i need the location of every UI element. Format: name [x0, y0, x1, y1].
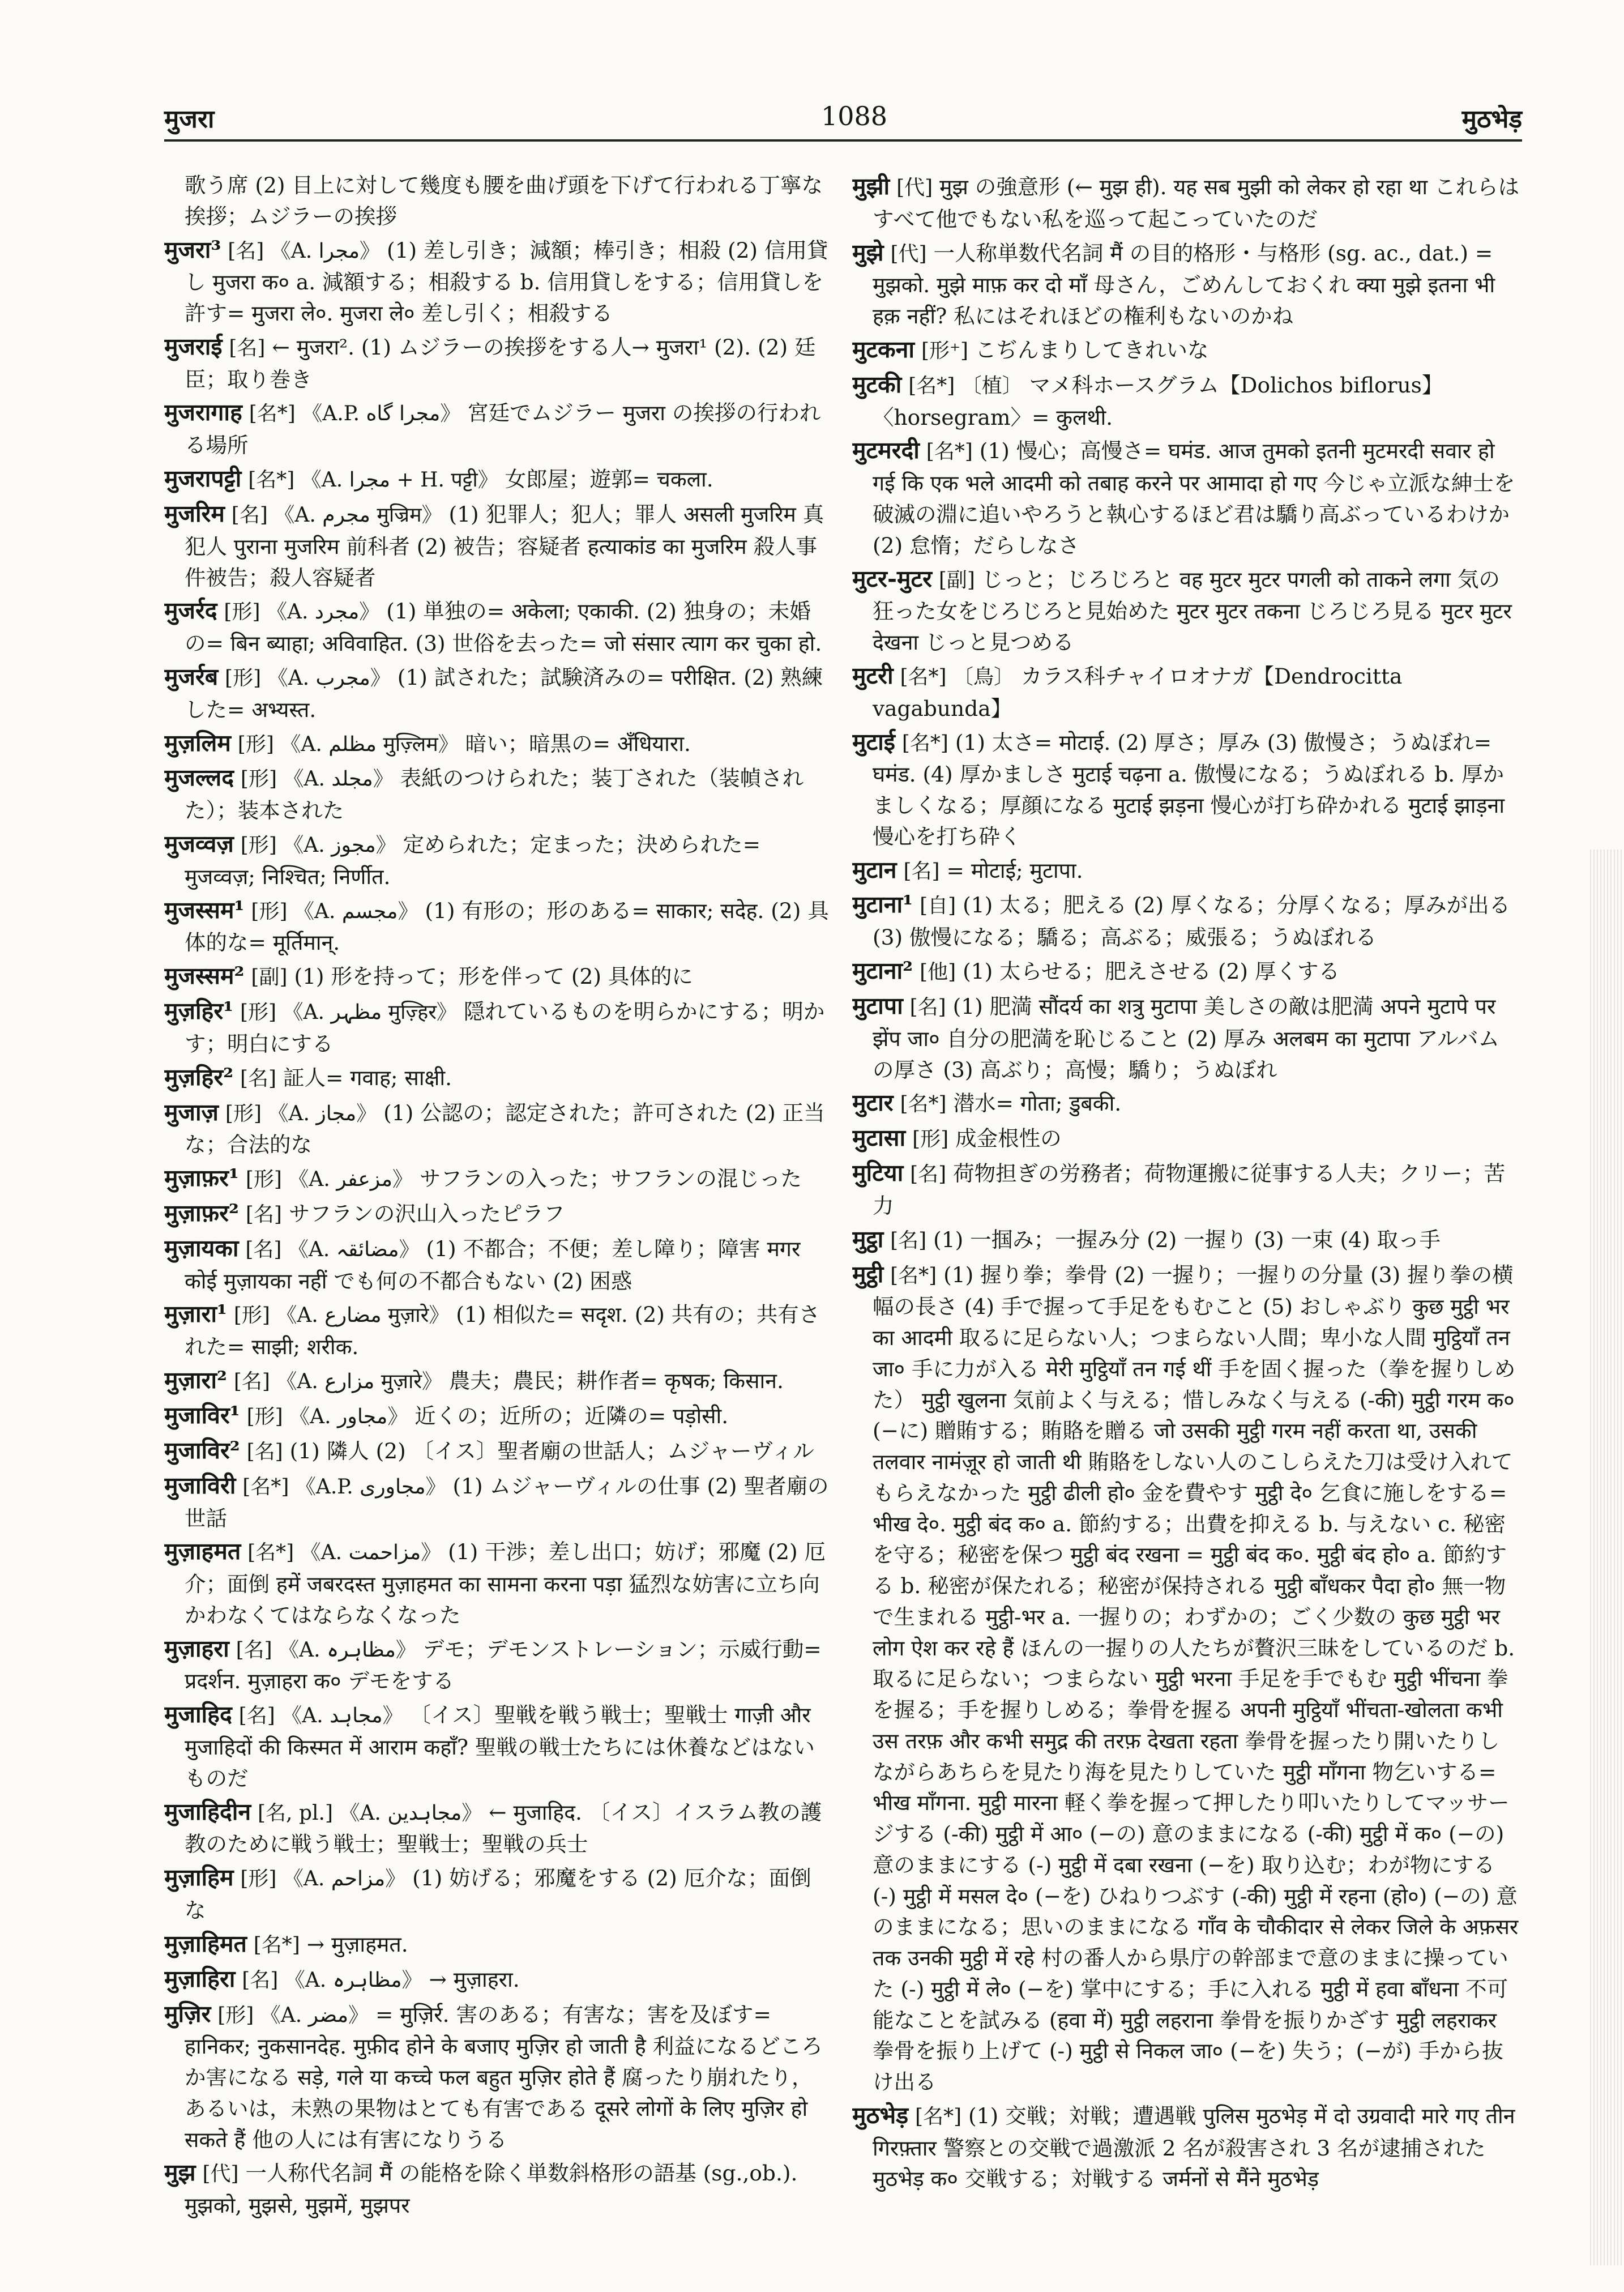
definition: 〔イス〕聖戦を戦う戦士；聖戦士 गाज़ी और मुजाहिदों की किस्मत में आराम कहाँ? 聖戦の戦士たちには休養などはないものだ: [185, 1702, 815, 1791]
headword: मुटकी: [852, 370, 902, 398]
definition: サフランの入った；サフランの混じった: [419, 1166, 802, 1192]
grammar-label: [形] 《A. مجسم》: [251, 899, 418, 923]
dictionary-entry: [164, 1096, 830, 1161]
definition: ← मुजरा². (1) ムジラーの挨拶をする人→ मुजरा¹ (2). (2) 廷臣；取り巻き: [185, 334, 816, 392]
grammar-label: [名] 《A. مظاہرہ》: [236, 1638, 416, 1662]
headword: मुजरा³: [164, 236, 221, 263]
dictionary-entry: [164, 995, 830, 1060]
headword: मुठभेड़: [852, 2101, 909, 2129]
grammar-label: [形] 《A. مجوز》: [240, 833, 396, 857]
left-column: [164, 170, 830, 2265]
definition: (1) 妨げる；邪魔をする (2) 厄介な；面倒な: [185, 1866, 811, 1923]
dictionary-entry: [164, 1795, 830, 1860]
definition: 農夫；農民；耕作者= कृषक; किसान.: [448, 1368, 784, 1394]
definition: 歌う席 (2) 目上に対して幾度も腰を曲げ頭を下げて行われる丁寧な挨拶；ムジラーの挨拶: [185, 173, 823, 229]
grammar-label: [名] 《A. مجاہد》: [238, 1704, 403, 1728]
dictionary-entry: [164, 1861, 830, 1926]
definition: 証人= गवाह; साक्षी.: [283, 1065, 452, 1090]
headword: मुजराई: [164, 332, 223, 360]
dictionary-entry: [852, 434, 1520, 561]
headword: मुटमरदी: [852, 437, 920, 464]
definition: 一人称単数代名詞 मैं の目的格形・与格形 (sg. ac., dat.) = मुझको. मुझे माफ़ कर दो माँ 母さん，ごめんしておくれ क्या मुझे इतना भी हक़ नहीं? 私にはそれほどの権利もないのかね: [873, 240, 1495, 329]
dictionary-entry: [164, 1364, 830, 1398]
definition: (1) 交戦；対戦；遭遇戦 पुलिस मुठभेड़ में दो उग्रवादी मारे गए तीन गिरफ़्तार 警察との交戦で過激派 2 名が殺害され 3 名が逮捕された मुठभेड़ क० 交戦する；対戦する जर्मनों से मैंने मुठभेड़: [873, 2103, 1515, 2192]
headword: मुज़ायका: [164, 1234, 239, 1262]
grammar-label: [名*] 《A. مزاحمت》: [247, 1541, 442, 1565]
definition: 女郎屋；遊郭= चकला.: [505, 467, 713, 492]
definition: (1) 差し引き；減額；棒引き；相殺 (2) 信用貸し मुजरा क० a. 減額する；相殺する b. 信用貸しをする；信用貸しを許す= मुजरा ले०. मुजरा ले० 差し引く；相殺する: [185, 237, 828, 326]
headword: मुटार: [852, 1089, 894, 1117]
headword: मुज़ाहिरा: [164, 1965, 236, 1992]
definition: 一人称代名詞 मैं の能格を除く単数斜格形の語基 (sg.,ob.). मुझको, मुझसे, मुझमें, मुझपर: [185, 2161, 798, 2218]
grammar-label: [名] 《A. مظاہرہ》: [242, 1968, 422, 1992]
dictionary-entry: [852, 954, 1520, 988]
definition: (1) 不都合；不便；差し障り；障害 मगर कोई मुज़ायका नहीं でも何の不都合もない (2) 困惑: [185, 1236, 801, 1294]
dictionary-entry: [164, 462, 830, 496]
headword: मुटापा: [852, 992, 903, 1019]
headword: मुजव्वज़: [164, 830, 234, 857]
dictionary-entry: [164, 1998, 830, 2156]
headword: मुज़िर: [164, 2000, 211, 2028]
definition: 近くの；近所の；近隣の= पड़ोसी.: [414, 1403, 729, 1428]
headword: मुज़ाहमत: [164, 1538, 241, 1565]
headword: मुजाविर²: [164, 1436, 240, 1464]
dictionary-entry: [164, 894, 830, 959]
definition: 荷物担ぎの労務者；荷物運搬に従事する人夫；クリー；苦力: [873, 1161, 1506, 1218]
grammar-label: [名]: [909, 995, 946, 1019]
headword: मुजाहिदीन: [164, 1798, 251, 1825]
dictionary-entry: [164, 497, 830, 593]
dictionary-entry: [164, 1232, 830, 1297]
dictionary-entry: [164, 727, 830, 761]
dictionary-entry: [852, 1258, 1520, 2098]
headword: मुजाविर¹: [164, 1401, 240, 1429]
definition: (1) 肥満 सौंदर्य का शत्रु मुटापा 美しさの敵は肥満 अपने मुटापे पर झेंप जा० 自分の肥満を恥じること (2) 厚み अलबम का मुटापा アルバムの厚さ (3) 高ぶり；高慢；驕り；うぬぼれ: [873, 993, 1500, 1082]
definition: (1) 太る；肥える (2) 厚くなる；分厚くなる；厚みが出る (3) 傲慢になる；驕る；高ぶる；威張る；うぬぼれる: [873, 893, 1511, 950]
definition: (1) ムジャーヴィルの仕事 (2) 聖者廟の世話: [185, 1473, 829, 1531]
definition: 定められた；定まった；決められた= मुजव्वज़; निश्चित; निर्णीत.: [185, 831, 761, 889]
dictionary-entry: [852, 562, 1520, 658]
dictionary-entry: [852, 1223, 1520, 1257]
headword: मुज़ाफ़र²: [164, 1200, 239, 1227]
grammar-label: [形] 《A. مضارع मुज़ारे》: [233, 1304, 450, 1328]
dictionary-entry: [852, 989, 1520, 1085]
grammar-label: [名] 《A. مزارع मुज़ारे》: [233, 1370, 442, 1394]
grammar-label: [形] 《A. مجرد》: [224, 600, 380, 624]
grammar-label: [名]: [246, 1440, 283, 1463]
grammar-label: [代]: [202, 2162, 239, 2186]
grammar-label: [形] 《A. مجرب》: [225, 666, 391, 690]
headword: मुट्ठी: [852, 1260, 884, 1288]
grammar-label: [名*]: [253, 1933, 300, 1957]
grammar-label: [名]: [245, 1203, 282, 1226]
grammar-label: [名]: [229, 336, 266, 360]
dictionary-entry: [164, 594, 830, 659]
grammar-label: [名]: [910, 1163, 947, 1186]
headword: मुज़ाहिम: [164, 1864, 234, 1892]
grammar-label: [名] 《A. مجرا》: [228, 239, 381, 263]
headword: मुजर्रद: [164, 597, 217, 625]
dictionary-entry: [852, 1121, 1520, 1155]
grammar-label: [名*] 〔植〕: [908, 374, 1023, 398]
grammar-label: [名*] 《A. مجرا + H. पट्टी》: [248, 468, 498, 492]
headword: मुझ: [164, 2159, 196, 2187]
header-rule: [164, 139, 1522, 142]
headword: मुटाना²: [852, 957, 913, 985]
running-head-left: मुजरा: [164, 105, 215, 134]
dictionary-entry: [164, 170, 830, 232]
headword: मुटरी: [852, 661, 894, 689]
grammar-label: [名*]: [915, 2105, 962, 2128]
headword: मुटिया: [852, 1159, 904, 1187]
headword: मुजस्सम¹: [164, 896, 245, 924]
dictionary-entry: [164, 1162, 830, 1196]
dictionary-entry: [852, 2099, 1520, 2195]
definition: (1) 相似た= सदृश. (2) 共有の；共有された= साझी; शरीक.: [185, 1302, 820, 1360]
dictionary-entry: [164, 959, 830, 993]
dictionary-entry: [852, 659, 1520, 724]
headword: मुज़ारा²: [164, 1367, 227, 1394]
grammar-label: [名]: [903, 859, 940, 883]
dictionary-entry: [164, 827, 830, 893]
headword: मुझी: [852, 173, 890, 200]
headword: मुज़ाफ़र¹: [164, 1164, 239, 1192]
headword: मुजाविरी: [164, 1471, 236, 1499]
headword: मुज़ारा¹: [164, 1300, 227, 1328]
definition: 隠れているものを明らかにする；明かす；明白にする: [185, 999, 825, 1056]
dictionary-entry: [852, 1086, 1520, 1120]
grammar-label: [形] 《A. مظلم मुज़्लिम》: [237, 732, 459, 756]
headword: मुटाना¹: [852, 891, 913, 919]
grammar-label: [形] 《A. مضر》: [217, 2003, 369, 2027]
dictionary-entry: [164, 330, 830, 395]
definition: (1) 試された；試験済みの= परीक्षित. (2) 熟練した= अभ्यस्त.: [185, 664, 823, 722]
definition: = मोटाई; मुटापा.: [946, 857, 1083, 883]
dictionary-entry: [852, 888, 1520, 953]
headword: मुजाहिद: [164, 1701, 232, 1728]
grammar-label: [形] 《A. مجاز》: [225, 1102, 377, 1125]
dictionary-entry: [164, 1434, 830, 1468]
definition: 成金根性の: [955, 1126, 1062, 1151]
headword: मुज़हिर²: [164, 1063, 234, 1091]
headword: मुटान: [852, 856, 897, 883]
dictionary-entry: [164, 1535, 830, 1631]
grammar-label: [他]: [920, 961, 956, 984]
grammar-label: [形⁺]: [921, 339, 969, 362]
dictionary-entry: [164, 1632, 830, 1697]
dictionary-entry: [852, 333, 1520, 367]
definition: (1) 太らせる；肥えさせる (2) 厚くする: [963, 959, 1340, 984]
grammar-label: [形] 《A. مجاور》: [246, 1405, 408, 1428]
definition: サフランの沢山入ったピラフ: [288, 1201, 565, 1226]
dictionary-entry: [164, 1927, 830, 1961]
dictionary-entry: [164, 1962, 830, 1996]
dictionary-entry: [164, 1399, 830, 1433]
definition: → मुज़ाहरा.: [429, 1966, 520, 1992]
definition: (1) 隣人 (2) 〔イス〕聖者廟の世話人；ムジャーヴィル: [289, 1438, 814, 1463]
headword: मुझे: [852, 238, 884, 266]
definition: (1) 有形の；形のある= साकार; सदेह. (2) 具体的な= मूर्तिमान्.: [185, 898, 829, 955]
definition: 暗い；暗黒の= अँधियारा.: [465, 731, 691, 756]
grammar-label: [名*] 〔鳥〕: [900, 665, 1015, 689]
grammar-label: [代]: [896, 176, 933, 199]
headword: मुटासा: [852, 1124, 906, 1152]
definition: カラス科チャイロオナガ【Dendrocitta vagabunda】: [873, 663, 1403, 721]
grammar-label: [副]: [938, 568, 975, 592]
grammar-label: [名] 《A. مضائقہ》: [245, 1237, 420, 1261]
definition: → मुज़ाहमत.: [306, 1931, 408, 1957]
definition: (1) 一掴み；一握み分 (2) 一握り (3) 一束 (4) 取っ手: [933, 1227, 1441, 1252]
dictionary-entry: [164, 2156, 830, 2221]
page-edge-shadow: [1590, 850, 1624, 2265]
grammar-label: [名]: [240, 1066, 277, 1090]
definition: 表紙のつけられた；装丁された（装幀された）；装本された: [185, 766, 804, 823]
definition: = मुज़िर्र. 害のある；有害な；害を及ぼす= हानिकर; नुकसानदेह. मुफ़ीद होने के बजाए मुज़िर हो जाती है 利益になるどころか害になる सड़े, गले या कच्चे फल बहुत मुज़िर होते हैं 腐ったり崩れたり，あるいは，未熟の果物はとても有害である दूसरे लोगों के लिए मुज़िर हो सकते हैं 他の人には有害になりうる: [185, 2001, 823, 2152]
definition: (1) 公認の；認定された；許可された (2) 正当な；合法的な: [185, 1100, 825, 1158]
grammar-label: [名*]: [900, 1092, 947, 1116]
grammar-label: [名*] 《A.P. مجاوری》: [242, 1475, 446, 1499]
headword: मुजल्लद: [164, 764, 234, 792]
running-head-right: मुठभेड़: [1461, 105, 1522, 134]
headword: मुजस्सम²: [164, 962, 245, 990]
headword: मुटाई: [852, 728, 895, 756]
grammar-label: [代]: [890, 242, 927, 266]
dictionary-entry: [164, 1197, 830, 1231]
definition: मुझ の強意形 (← मुझ ही). यह सब मुझी को लेकर हो रहा था これらはすべて他でもない私を巡って起こっていたのだ: [873, 174, 1520, 232]
headword: मुटकना: [852, 335, 915, 363]
grammar-label: [名*]: [901, 731, 948, 755]
grammar-label: [名*]: [926, 440, 973, 464]
definition: (1) 太さ= मोटाई. (2) 厚さ；厚み (3) 傲慢さ；うぬぼれ= घमंड. (4) 厚かましさ मुटाई चढ़ना a. 傲慢になる；うぬぼれる b. 厚かましくなる；厚顔になる मुटाई झड़ना 慢心が打ち砕かれる मुटाई झाड़ना 慢心を打ち砕く: [873, 729, 1505, 849]
headword: मुटर-मुटर: [852, 565, 932, 592]
dictionary-entry: [164, 1469, 830, 1534]
definition: じっと；じろじろと वह मुटर मुटर पगली को ताकने लगा 気の狂った女をじろじろと見始めた मुटर मुटर तकना じろじろ見る मुटर मुटर देखना じっと見つめる: [873, 566, 1512, 655]
definition: (1) 単独の= अकेला; एकाकी. (2) 独身の；未婚の= बिन ब्याहा; अविवाहित. (3) 世俗を去った= जो संसार त्याग कर चुका हो.: [185, 599, 822, 656]
dictionary-entry: [852, 725, 1520, 852]
grammar-label: [形] 《A. مجلد》: [240, 767, 394, 791]
grammar-label: [名*]: [890, 1264, 937, 1287]
headword: मुज़हिर¹: [164, 997, 234, 1025]
definition: ← मुजाहिद. 〔イス〕イスラム教の護教のために戦う戦士；聖戦士；聖戦の兵士: [185, 1799, 822, 1857]
headword: मुज़ाहरा: [164, 1634, 229, 1662]
dictionary-entry: [164, 233, 830, 329]
dictionary-entry: [852, 368, 1520, 433]
headword: मुजरापट्टी: [164, 465, 242, 493]
definition: 宮廷でムジラー मुजरा の挨拶の行われる場所: [185, 400, 821, 458]
grammar-label: [副]: [251, 966, 288, 989]
dictionary-entry: [852, 236, 1520, 332]
definition: (1) 形を持って；形を伴って (2) 具体的に: [294, 964, 693, 989]
right-column: [852, 170, 1520, 2265]
dictionary-entry: [852, 853, 1520, 887]
grammar-label: [形] 《A. مزعفر》: [245, 1168, 413, 1192]
definition: デモ；デモンストレーション；示威行動= प्रदर्शन. मुज़ाहरा क० デモをする: [185, 1636, 822, 1694]
definition: マメ科ホースグラム【Dolichos biflorus】〈horsegram〉= कुलथी.: [873, 372, 1443, 430]
headword: मुज़लिम: [164, 729, 231, 757]
dictionary-entry: [164, 396, 830, 461]
grammar-label: [形]: [912, 1128, 949, 1151]
definition: (1) 慢心；高慢さ= घमंड. आज तुमको इतनी मुटमरदी सवार हो गई कि एक भले आदमी को तबाह करने पर आमादा हो गए 今じゃ立派な紳士を破滅の淵に追いやろうと執心するほど君は驕り高ぶっているわけか (2) 怠惰；だらしなさ: [873, 438, 1515, 558]
page-number: 1088: [821, 101, 888, 131]
headword: मुजर्रब: [164, 663, 219, 690]
grammar-label: [名*] 《A.P. مجرا گاه》: [249, 402, 461, 426]
headword: मुजरागाह: [164, 399, 242, 426]
grammar-label: [形] 《A. مزاحم》: [240, 1867, 406, 1891]
dictionary-entry: [852, 170, 1520, 235]
dictionary-entry: [164, 1297, 830, 1363]
headword: मुजाज़: [164, 1098, 219, 1126]
definition: こぢんまりしてきれいな: [975, 337, 1209, 362]
definition: (1) 干渉；差し出口；妨げ；邪魔 (2) 厄介；面倒 हमें जबरदस्त मुज़ाहमत का सामना करना पड़ा 猛烈な妨害に立ち向かわなくてはならなくなった: [185, 1539, 826, 1628]
grammar-label: [形] 《A. مظہر मुज़्हिर》: [240, 1001, 457, 1025]
headword: मुज़ाहिमत: [164, 1930, 247, 1957]
dictionary-entry: [164, 660, 830, 725]
headword: मुजरिम: [164, 500, 225, 527]
grammar-label: [自]: [920, 894, 956, 918]
definition: (1) 握り拳；拳骨 (2) 一握り；一握りの分量 (3) 握り拳の横幅の長さ (4) 手で握って手足をもむこと (5) おしゃぶり कुछ मुट्ठी भर का आदमी 取るに足らない人；つまらない人間；卑小な人間 मुट्ठियाँ तन जा० 手に力が入る मेरी मुट्ठियाँ तन गई थीं 手を固く握った（拳を握りしめた） मुट्ठी खुलना 気前よく与える；惜しみなく与える (-की) मुट्ठी गरम क० (−に) 贈賄する；賄賂を贈る जो उसकी मुट्ठी गरम नहीं करता था, उसकी तलवार नामंज़ूर हो जाती थी 賄賂をしない人のこしらえた刀は受け入れてもらえなかった मुट्ठी ढीली हो० 金を費やす मुट्ठी दे० 乞食に施しをする= भीख दे०. मुट्ठी बंद क० a. 節約する；出費を抑える b. 与えない c. 秘密を守る；秘密を保つ मुट्ठी बंद रखना = मुट्ठी बंद क०. मुट्ठी बंद हो० a. 節約する b. 秘密が保たれる；秘密が保持される मुट्ठी बाँधकर पैदा हो० 無一物で生まれる मुट्ठी-भर a. 一握りの；わずかの；ごく少数の कुछ मुट्ठी भर लोग ऐश कर रहे हैं ほんの一握りの人たちが贅沢三昧をしているのだ b. 取るに足らない；つまらない मुट्ठी भरना 手足を手でもむ मुट्ठी भींचना 拳を握る；手を握りしめる；拳骨を握る अपनी मुट्ठियाँ भींचता-खोलता कभी उस तरफ़ और कभी समुद्र की तरफ़ देखता रहता 拳骨を握ったり開いたりしながらあちらを見たり海を見たりしていた मुट्ठी माँगना 物乞いする= भीख माँगना. मुट्ठी मारना 軽く拳を握って押したり叩いたりしてマッサージする (-की) मुट्ठी में आ० (−の) 意のままになる (-की) मुट्ठी में क० (−の) 意のままにする (-) मुट्ठी में दबा रखना (−を) 取り込む；わが物にする (-) मुट्ठी में मसल दे० (−を) ひねりつぶす (-की) मुट्ठी में रहना (हो०) (−の) 意のままになる；思いのままになる गाँव के चौकीदार से लेकर जिले के अफ़सर तक उनकी मुट्ठी में रहे 村の番人から県庁の幹部まで意のままに操っていた (-) मुट्ठी में ले० (−を) 掌中にする；手に入れる मुट्ठी में हवा बाँधना 不可能なことを試みる (हवा में) मुट्ठी लहराना 拳骨を振りかざす मुट्ठी लहराकर 拳骨を振り上げて (-) मुट्ठी से निकल जा० (−を) 失う；(−が) 手から抜け出る: [873, 1262, 1519, 2095]
dictionary-entry: [164, 1698, 830, 1794]
definition: 潜水= गोता; डुबकी.: [953, 1091, 1122, 1116]
grammar-label: [名, pl.] 《A. مجاہدین》: [258, 1801, 482, 1825]
dictionary-entry: [164, 761, 830, 826]
definition: (1) 犯罪人；犯人；罪人 असली मुजरिम 真犯人 पुराना मुजरिम 前科者 (2) 被告；容疑者 हत्याकांड का मुजरिम 殺人事件被告；殺人容疑者: [185, 501, 824, 590]
headword: मुट्ठा: [852, 1225, 884, 1253]
grammar-label: [名] 《A. مجرم मुज्रिम》: [231, 503, 442, 527]
grammar-label: [名]: [890, 1228, 927, 1252]
dictionary-entry: [164, 1061, 830, 1095]
dictionary-entry: [852, 1156, 1520, 1222]
